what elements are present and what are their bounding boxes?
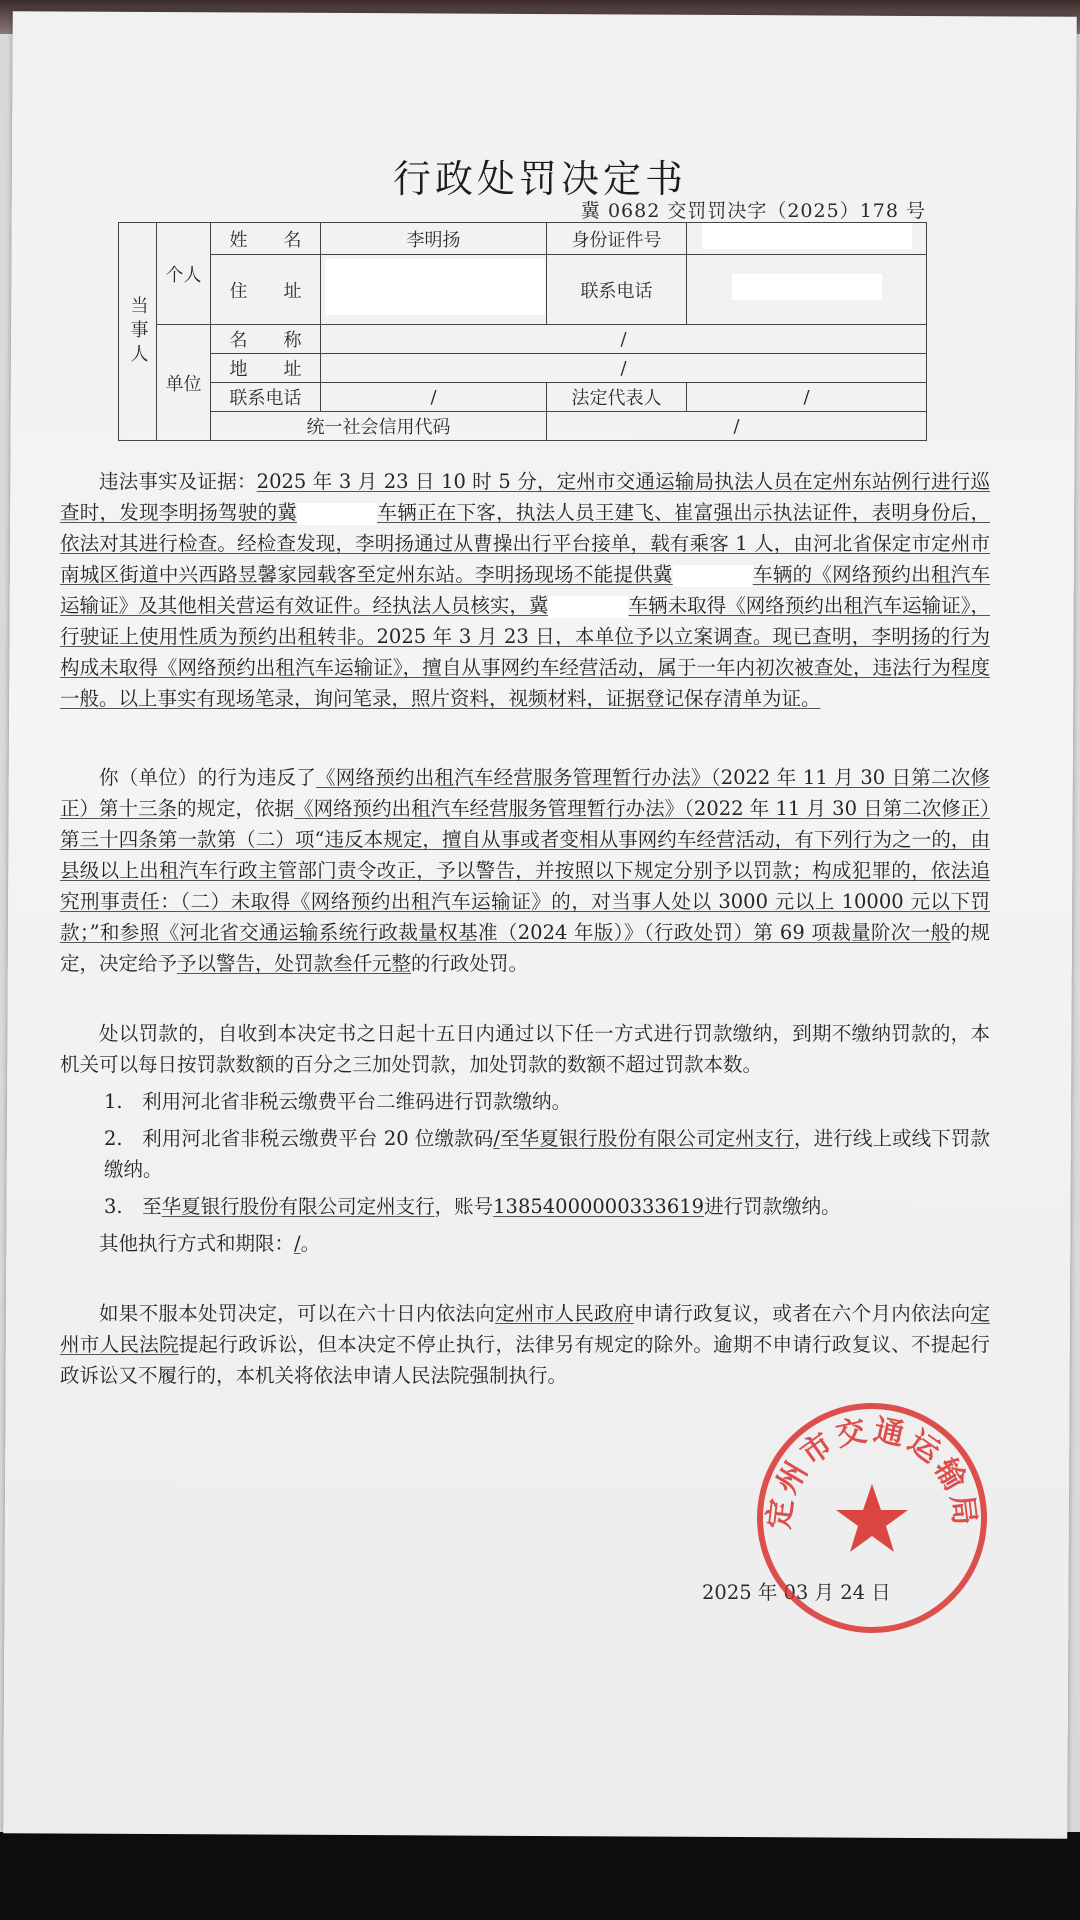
- facts-paragraph: 违法事实及证据：2025 年 3 月 23 日 10 时 5 分，定州市交通运输局执法人员在定州东站例行进行巡查时，发现李明扬驾驶的冀 车辆正在下客，执法人员王建飞、崔富强出示执法证件，表明身份后，依法对其进行检查。经检查发现，李明扬通过从曹操出行平台接单，载有乘客 1 人，由河北省保定市定州市南城区街道中兴西路昱馨家园载客至定州东站。李明扬现场不能提供冀 车辆的《网络预约出租汽车运输证》及其他相关营运有效证件。经执法人员核实，冀 车辆未取得《网络预约出租汽车运输证》，行驶证上使用性质为预约出租转非。2025 年 3 月 23 日，本单位予以立案调查。现已查明，李明扬的行为构成未取得《网络预约出租汽车运输证》，擅自从事网约车经营活动，属于一年内初次被查处，违法行为程度一般。以上事实有现场笔录，询问笔录，照片资料，视频材料，证据登记保存清单为证。: [60, 470, 990, 710]
- payment-section: [60, 1018, 990, 1259]
- document-title: 行政处罚决定书: [392, 157, 687, 201]
- plate-redaction: [297, 503, 377, 525]
- other-execution: 其他执行方式和期限：/。: [99, 1232, 321, 1255]
- payment-intro: 处以罚款的，自收到本决定书之日起十五日内通过以下任一方式进行罚款缴纳，到期不缴纳罚款的，本机关可以每日按罚款数额的百分之三加处罚款，加处罚款的数额不超过罚款本数。: [60, 1022, 990, 1076]
- appeal-section: [60, 1298, 990, 1391]
- credit-code-value: /: [547, 412, 927, 441]
- violation-section: [60, 762, 990, 979]
- facts-section: [60, 466, 990, 714]
- individual-label: 个人: [157, 223, 211, 325]
- seal-text: 定州市交通运输局: [761, 1412, 983, 1531]
- plate-redaction: [548, 596, 628, 618]
- address-label: 住 址: [211, 255, 321, 325]
- payment-item-2: 2. 利用河北省非税云缴费平台 20 位缴款码/至华夏银行股份有限公司定州支行，进行线上或线下罚款缴纳。: [104, 1127, 990, 1181]
- star-icon: [836, 1484, 908, 1552]
- violation-paragraph: 你（单位）的行为违反了《网络预约出租汽车经营服务管理暂行办法》（2022 年 11 月 30 日第二次修正）第十三条的规定，依据《网络预约出租汽车经营服务管理暂行办法》（2022 年 11 月 30 日第二次修正）第三十四条第一款第（二）项“违反本规定，擅自从事或者变相从事网约车经营活动，有下列行为之一的，由县级以上出租汽车行政主管部门责令改正，予以警告，并按照以下规定分别予以罚款；构成犯罪的，依法追究刑事责任：（二）未取得《网络预约出租汽车运输证》的，对当事人处以 3000 元以上 10000 元以下罚款；”和参照《河北省交通运输系统行政裁量权基准（2024 年版）》（行政处罚）第 69 项裁量阶次一般的规定，决定给予予以警告，处罚款叁仟元整的行政处罚。: [60, 766, 990, 975]
- payment-item-1: 1. 利用河北省非税云缴费平台二维码进行罚款缴纳。: [104, 1090, 572, 1113]
- appeal-paragraph: 如果不服本处罚决定，可以在六十日内依法向定州市人民政府申请行政复议，或者在六个月内依法向定州市人民法院提起行政诉讼，但本决定不停止执行，法律另有规定的除外。逾期不申请行政复议、不提起行政诉讼又不履行的，本机关将依法申请人民法院强制执行。: [60, 1302, 990, 1387]
- photo-background-bottom: [0, 1832, 1080, 1920]
- name-value: 李明扬: [321, 223, 547, 255]
- legal-rep-label: 法定代表人: [547, 383, 687, 412]
- unit-label: 单位: [157, 325, 211, 441]
- credit-code-label: 统一社会信用代码: [211, 412, 547, 441]
- unit-name-label: 名 称: [211, 325, 321, 354]
- plate-redaction: [673, 565, 753, 587]
- phone-value-redacted: [687, 255, 927, 325]
- party-label: 当事人: [119, 223, 157, 441]
- legal-rep-value: /: [687, 383, 927, 412]
- party-info-table: [118, 222, 927, 441]
- phone-label: 联系电话: [547, 255, 687, 325]
- unit-phone-value: /: [321, 383, 547, 412]
- document-number: 冀 0682 交罚罚决字（2025）178 号: [580, 200, 926, 222]
- unit-address-label: 地 址: [211, 354, 321, 383]
- unit-name-value: /: [321, 325, 927, 354]
- official-seal: [752, 1398, 992, 1638]
- address-value-redacted: [321, 255, 547, 325]
- unit-phone-label: 联系电话: [211, 383, 321, 412]
- id-value-redacted: [687, 223, 927, 255]
- unit-address-value: /: [321, 354, 927, 383]
- id-label: 身份证件号: [547, 223, 687, 255]
- name-label: 姓 名: [211, 223, 321, 255]
- payment-item-3: 3. 至华夏银行股份有限公司定州支行，账号13854000000333619进行罚款缴纳。: [104, 1195, 841, 1218]
- issue-date: 2025 年 03 月 24 日: [702, 1581, 891, 1604]
